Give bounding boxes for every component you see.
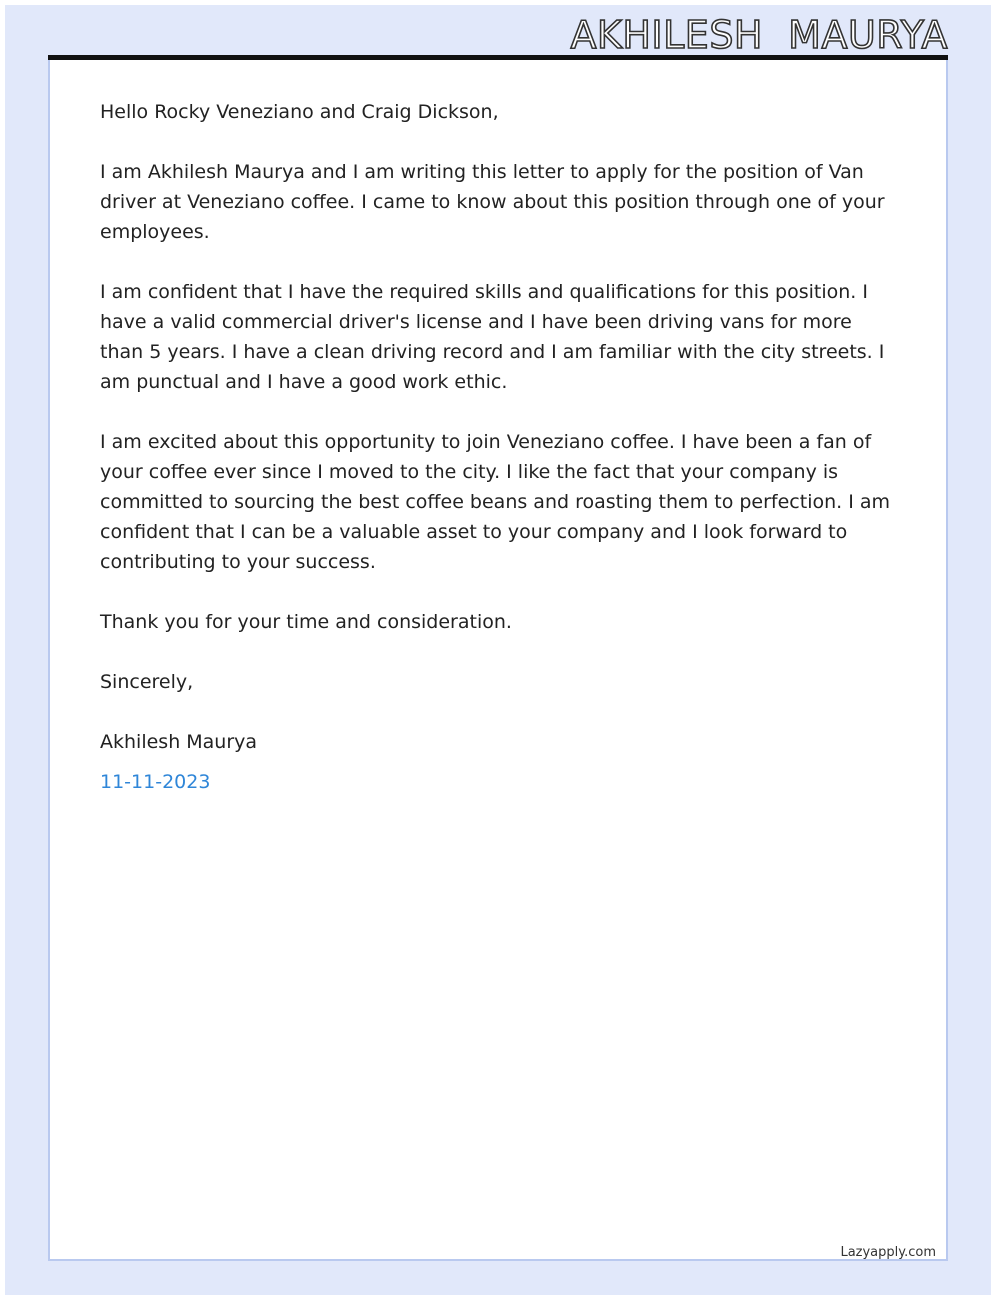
letter-greeting: Hello Rocky Veneziano and Craig Dickson, — [100, 101, 499, 123]
footer-brand-link[interactable]: Lazyapply.com — [840, 1245, 936, 1260]
applicant-name-header: AKHILESH MAURYA — [570, 13, 948, 57]
letter-date: 11-11-2023 — [100, 771, 211, 793]
letter-body — [100, 97, 900, 797]
letter-signature: Akhilesh Maurya — [100, 731, 258, 753]
letter-paragraph-intro: I am Akhilesh Maurya and I am writing this letter to apply for the position of Van driver at Veneziano coffee. I came to know about this position through one of your employees. — [100, 161, 885, 243]
letter-closing: Sincerely, — [100, 671, 194, 693]
letter-paragraph-motivation: I am excited about this opportunity to join Veneziano coffee. I have been a fan of your coffee ever since I moved to the city. I like the fact that your company is committed to sourcing the best coffee beans and roasting them to perfection. I am confident that I can be a valuable asset to your company and I look forward to contributing to your success. — [100, 431, 891, 573]
letter-paragraph-qualifications: I am confident that I have the required skills and qualifications for this position. I have a valid commercial driver's license and I have been driving vans for more than 5 years. I have a clean driving record and I am familiar with the city streets. I am punctual and I have a good work ethic. — [100, 281, 885, 393]
letter-paragraph-thanks: Thank you for your time and consideration. — [100, 611, 512, 633]
